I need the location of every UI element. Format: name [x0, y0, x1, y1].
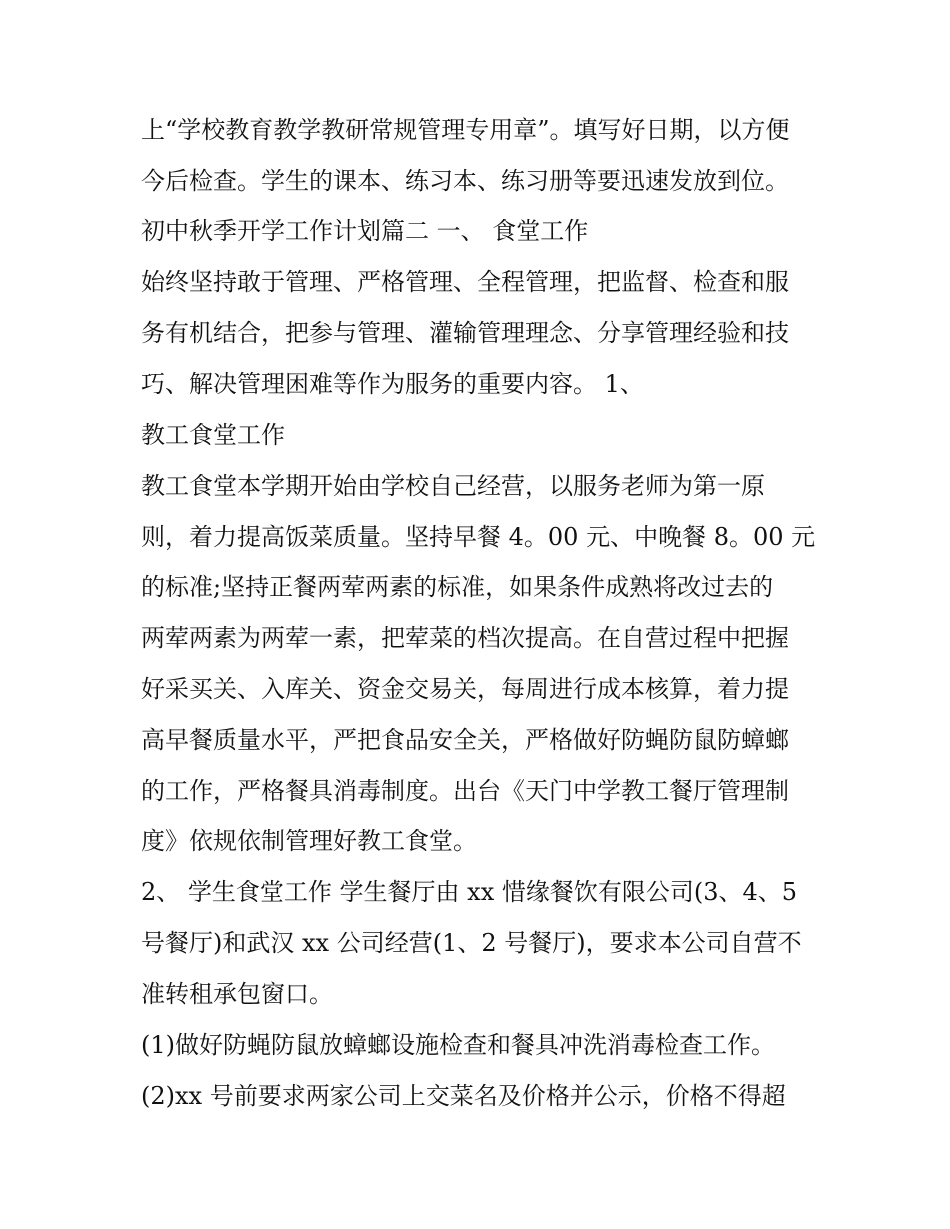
text-line: 好采买关、入库关、资金交易关，每周进行成本核算，着力提	[141, 675, 789, 703]
text-line: 务有机结合，把参与管理、灌输管理理念、分享管理经验和技	[141, 319, 789, 347]
list-item: (1)做好防蝇防鼠放蟑螂设施检查和餐具冲洗消毒检查工作。	[141, 1031, 775, 1059]
list-item: (2)xx 号前要求两家公司上交菜名及价格并公示，价格不得超	[141, 1082, 786, 1110]
section-heading: 初中秋季开学工作计划篇二 一、 食堂工作	[141, 217, 589, 245]
text-line: 度》依规依制管理好教工食堂。	[141, 827, 477, 855]
text-line: 巧、解决管理困难等作为服务的重要内容。 1、	[141, 370, 644, 398]
text-line: 今后检查。学生的课本、练习本、练习册等要迅速发放到位。	[141, 167, 789, 195]
text-line: 号餐厅)和武汉 xx 公司经营(1、2 号餐厅)，要求本公司自营不	[141, 929, 802, 957]
text-line: 始终坚持敢于管理、严格管理、全程管理，把监督、检查和服	[141, 268, 789, 296]
subsection-heading: 教工食堂工作	[141, 421, 285, 449]
text-line: 2、 学生食堂工作 学生餐厅由 xx 惜缘餐饮有限公司(3、4、5	[141, 878, 798, 906]
text-line: 准转租承包窗口。	[141, 980, 333, 1008]
text-line: 高早餐质量水平，严把食品安全关，严格做好防蝇防鼠防蟑螂	[141, 726, 789, 754]
text-line: 则，着力提高饭菜质量。坚持早餐 4。00 元、中晚餐 8。00 元	[141, 523, 816, 551]
text-line: 上“学校教育教学教研常规管理专用章”。填写好日期，以方便	[141, 116, 790, 144]
text-line: 的标准;坚持正餐两荤两素的标准，如果条件成熟将改过去的	[141, 573, 774, 601]
text-line: 的工作，严格餐具消毒制度。出台《天门中学教工餐厅管理制	[141, 777, 789, 805]
text-line: 教工食堂本学期开始由学校自己经营，以服务老师为第一原	[141, 472, 765, 500]
text-line: 两荤两素为两荤一素，把荤菜的档次提高。在自营过程中把握	[141, 624, 789, 652]
